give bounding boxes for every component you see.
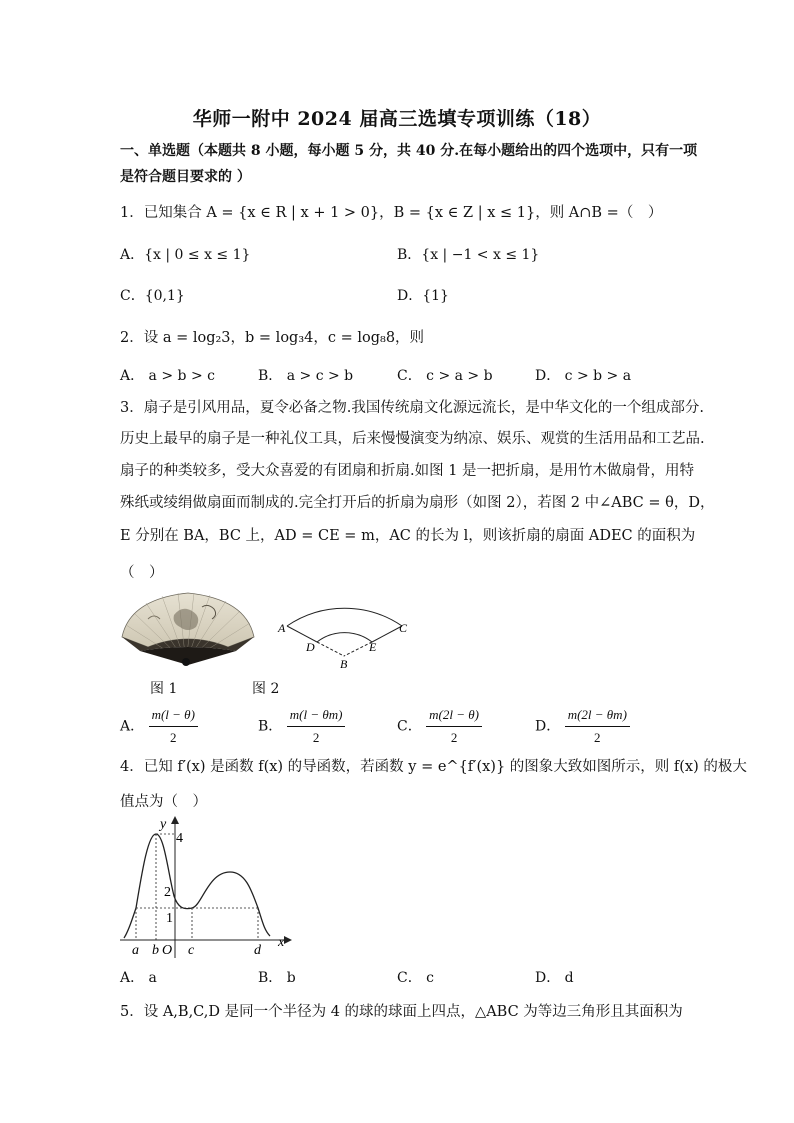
label-c: C	[399, 621, 408, 635]
tick-c: c	[188, 943, 195, 958]
folding-fan-image	[118, 585, 258, 669]
section-heading: 一、单选题（本题共 8 小题，每小题 5 分，共 40 分.在每小题给出的四个选项中，只有一项	[120, 143, 698, 159]
y-axis-label: y	[160, 817, 167, 832]
q3-option-b-letter: B．	[258, 718, 283, 735]
q3-line-2: 历史上最早的扇子是一种礼仪工具，后来慢慢演变为纳凉、娱乐、观赏的生活用品和工艺品.	[120, 431, 705, 447]
q5-line-1: 5．设 A,B,C,D 是同一个半径为 4 的球的球面上四点，△ABC 为等边三角形且其面积为	[120, 1004, 683, 1020]
q3-answer-paren: （ ）	[120, 565, 164, 581]
denominator: 2	[312, 730, 320, 745]
numerator: m(2l − θ)	[426, 705, 482, 727]
q3-option-b-fraction	[287, 705, 346, 748]
q3-line-1: 3．扇子是引风用品，夏令必备之物.我国传统扇文化源远流长，是中华文化的一个组成部分.	[120, 400, 704, 416]
x-axis-label: x	[278, 935, 285, 950]
figure-2-caption: 图 2	[252, 681, 280, 697]
numerator: m(2l − θm)	[565, 705, 630, 727]
q4-option-c[interactable]: C． c	[397, 970, 435, 986]
q1-option-a[interactable]: A．{x | 0 ≤ x ≤ 1}	[120, 247, 251, 263]
denominator: 2	[169, 730, 177, 745]
q3-option-a-letter: A．	[120, 718, 145, 735]
function-graph	[112, 812, 297, 962]
tick-1: 1	[166, 911, 173, 926]
q4-option-d[interactable]: D． d	[535, 970, 574, 986]
section-heading-cont: 是符合题目要求的 ）	[120, 169, 251, 185]
page-title: 华师一附中 2024 届高三选填专项训练（18）	[192, 108, 602, 130]
tick-2: 2	[164, 885, 171, 900]
origin-label: O	[162, 943, 173, 958]
q3-option-c-letter: C．	[397, 718, 422, 735]
tick-4: 4	[176, 831, 183, 846]
q3-option-d-letter: D．	[535, 718, 561, 735]
q2-option-d[interactable]: D． c > b > a	[535, 368, 632, 384]
q1-option-d[interactable]: D．{1}	[397, 288, 449, 304]
q1-stem: 1．已知集合 A = {x ∈ R | x + 1 > 0}，B = {x ∈ Z | x ≤ 1}，则 A∩B =（ ）	[120, 205, 663, 221]
q3-option-d[interactable]	[535, 705, 630, 748]
q4-line-2: 值点为（ ）	[120, 794, 207, 810]
denominator: 2	[594, 730, 601, 745]
q2-option-b[interactable]: B． a > c > b	[258, 368, 354, 384]
label-d: D	[306, 640, 315, 654]
q4-line-1: 4．已知 f′(x) 是函数 f(x) 的导函数，若函数 y = e^{f′(x)} 的图象大致如图所示，则 f(x) 的极大	[120, 759, 747, 775]
q1-option-b[interactable]: B．{x | −1 < x ≤ 1}	[397, 247, 540, 263]
tick-d: d	[254, 943, 261, 958]
tick-a: a	[132, 943, 139, 958]
q3-option-c[interactable]	[397, 705, 482, 748]
denominator: 2	[450, 730, 458, 745]
q3-line-3: 扇子的种类较多，受大众喜爱的有团扇和折扇.如图 1 是一把折扇，是用竹木做扇骨，用特	[120, 463, 695, 479]
q3-option-a-fraction	[149, 705, 198, 748]
numerator: m(l − θ)	[149, 705, 198, 727]
q2-stem: 2．设 a = log₂3，b = log₃4，c = log₈8，则	[120, 330, 425, 346]
q2-option-a[interactable]: A． a > b > c	[120, 368, 215, 384]
q1-option-c[interactable]: C．{0,1}	[120, 288, 185, 304]
label-a: A	[278, 621, 286, 635]
q4-option-b[interactable]: B． b	[258, 970, 296, 986]
q3-option-d-fraction	[565, 705, 630, 748]
label-b: B	[340, 657, 348, 670]
numerator: m(l − θm)	[287, 705, 346, 727]
q3-line-5: E 分别在 BA，BC 上，AD = CE = m，AC 的长为 l，则该折扇的扇面 ADEC 的面积为	[120, 528, 696, 544]
q3-option-b[interactable]	[258, 705, 345, 748]
q4-option-a[interactable]: A． a	[120, 970, 157, 986]
q3-line-4: 殊纸或绫绢做扇面而制成的.完全打开后的折扇为扇形（如图 2），若图 2 中∠ABC = θ，D，	[120, 495, 715, 511]
label-e: E	[369, 640, 377, 654]
tick-b: b	[152, 943, 159, 958]
figure-1-caption: 图 1	[150, 681, 178, 697]
q2-option-c[interactable]: C． c > a > b	[397, 368, 493, 384]
q3-option-a[interactable]	[120, 705, 198, 748]
q3-option-c-fraction	[426, 705, 482, 748]
sector-figure	[272, 580, 422, 670]
